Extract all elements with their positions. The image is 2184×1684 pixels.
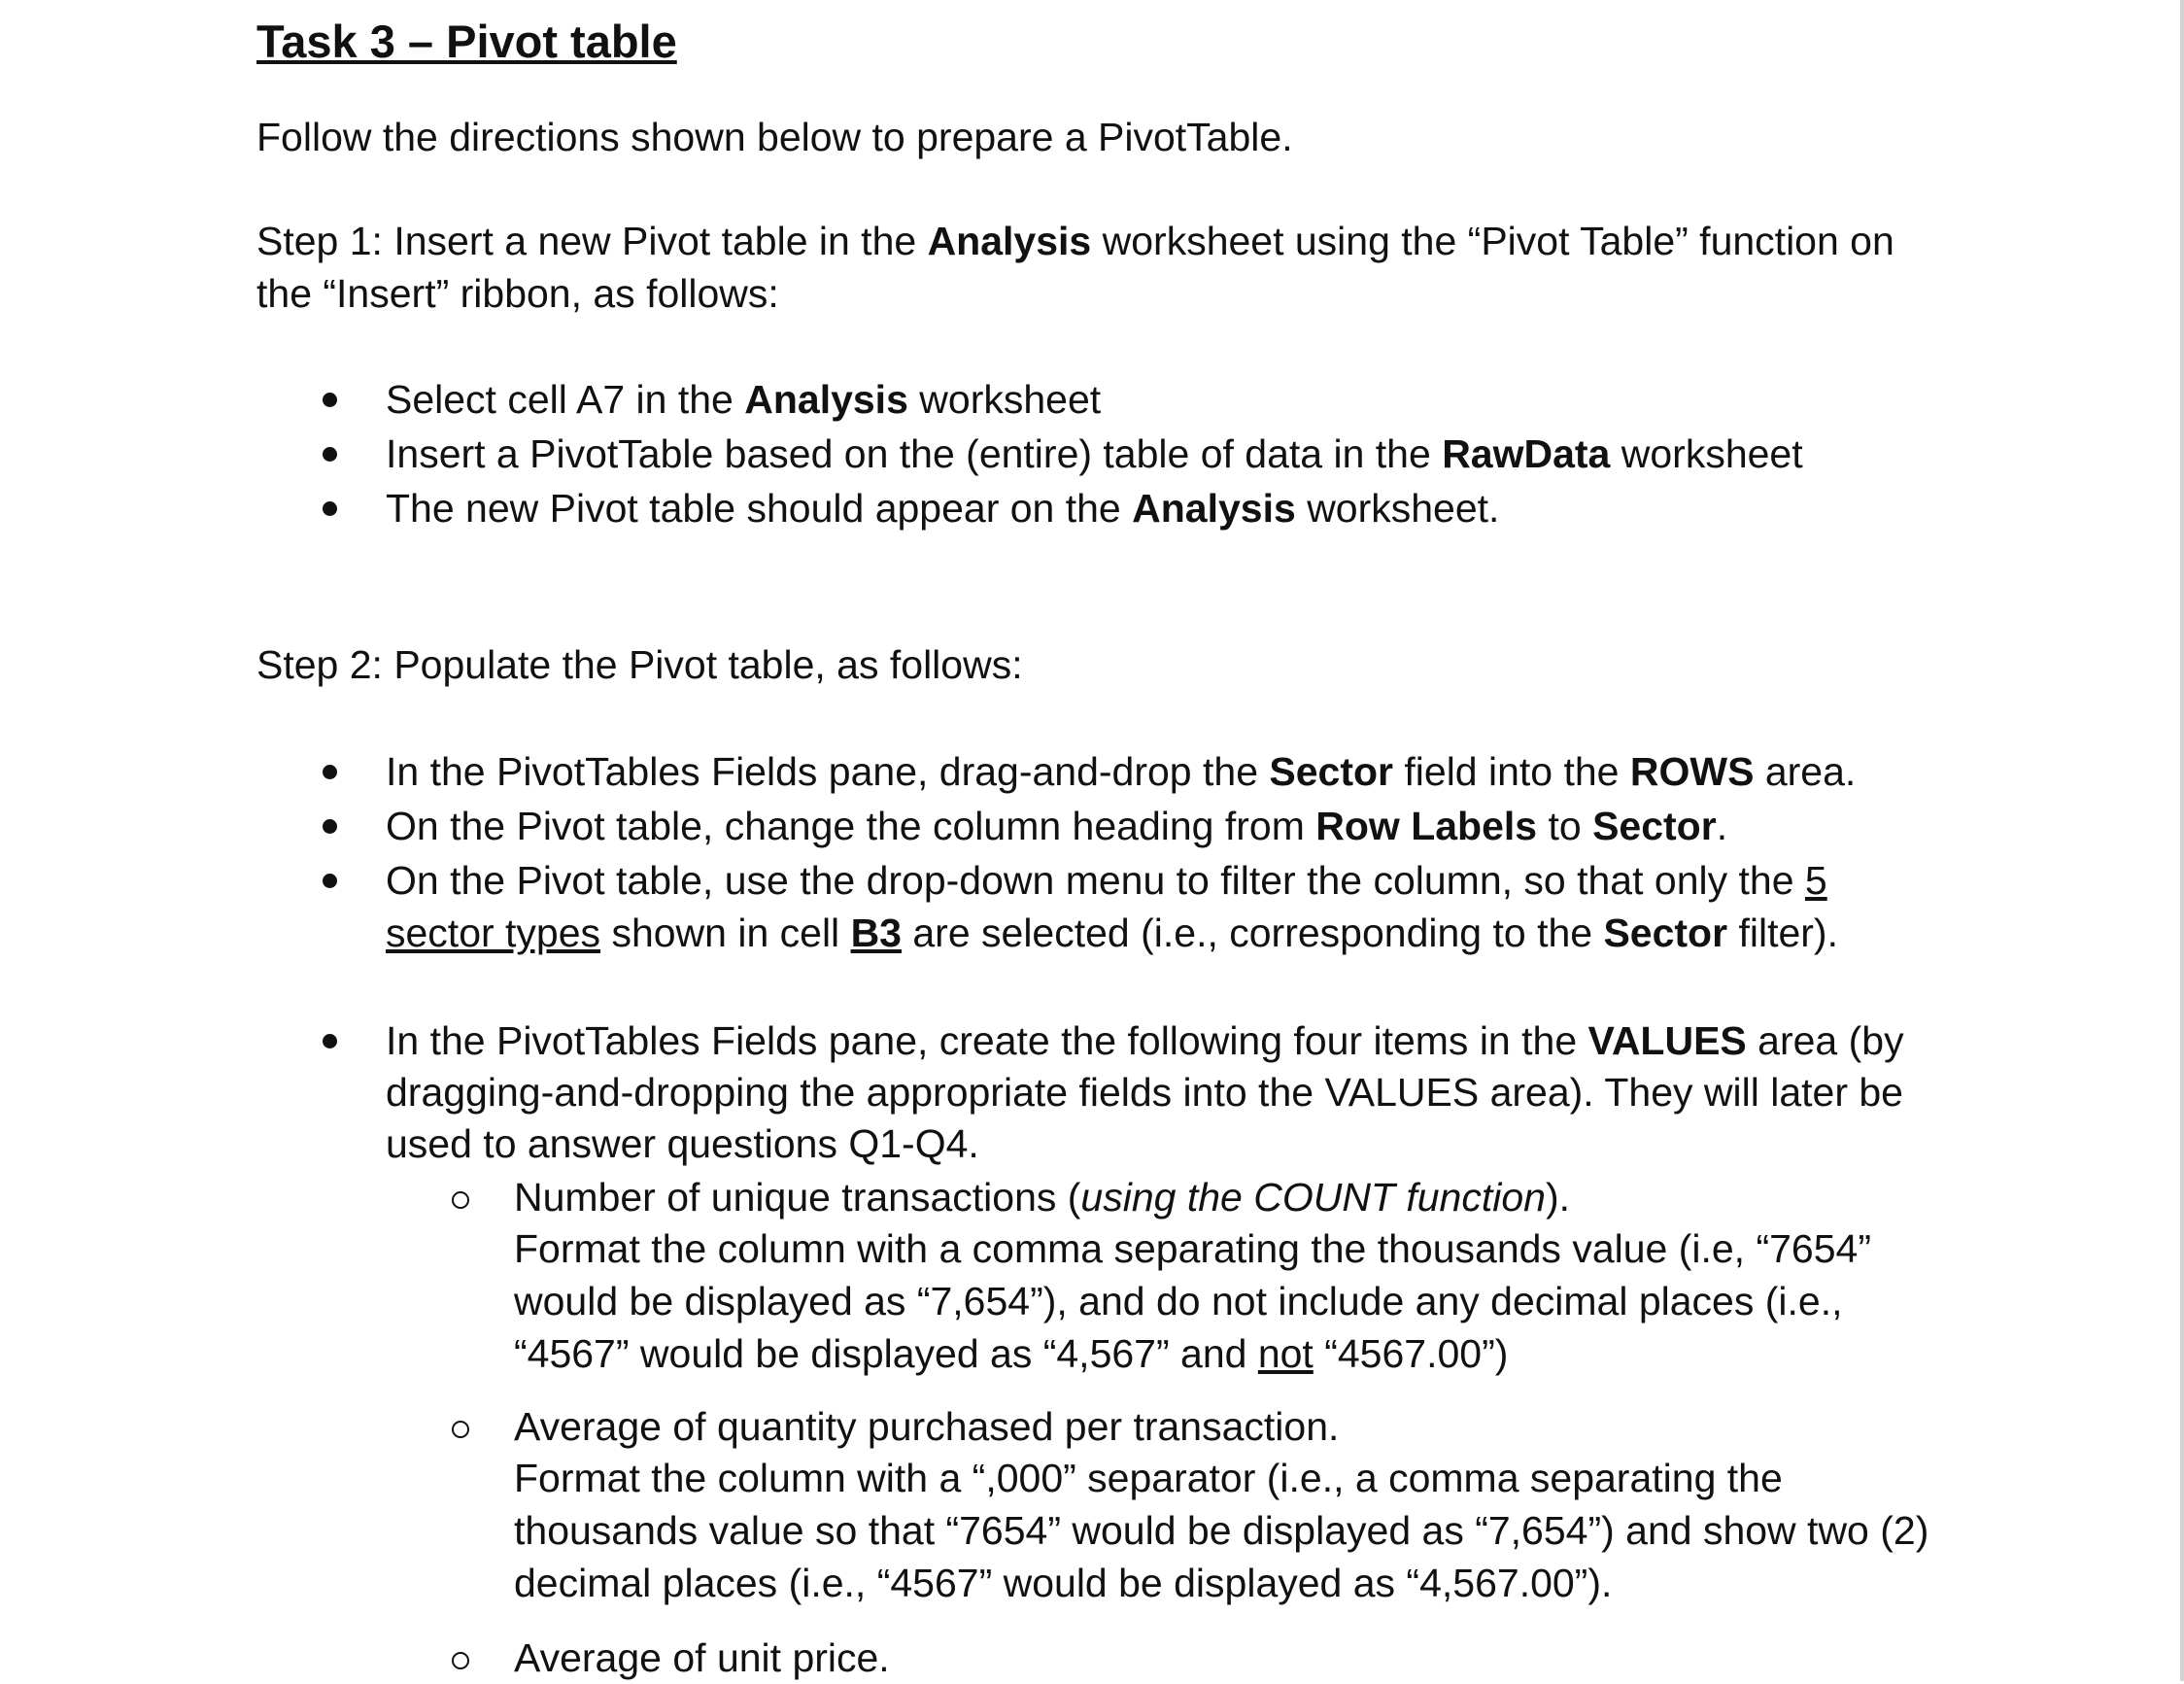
step2-bullet-1: In the PivotTables Fields pane, drag-and-drop the Sector field into the ROWS area. <box>386 749 1857 794</box>
sub1-line4: “4567” would be displayed as “4,567” and not “4567.00”) <box>514 1331 1509 1376</box>
sub2-line2: Format the column with a “,000” separator (i.e., a comma separating the <box>514 1456 1783 1500</box>
sub2-line4: decimal places (i.e., “4567” would be displayed as “4,567.00”). <box>514 1561 1613 1605</box>
page-title: Task 3 – Pivot table <box>256 16 677 67</box>
step1-line2: the “Insert” ribbon, as follows: <box>256 271 779 316</box>
bullet-icon <box>323 393 337 407</box>
step1-bullet-2: Insert a PivotTable based on the (entire) table of data in the RawData worksheet <box>386 431 1803 476</box>
circle-bullet-icon <box>452 1191 469 1209</box>
step1-line1: Step 1: Insert a new Pivot table in the Analysis worksheet using the “Pivot Table” function on <box>256 219 1894 263</box>
step2-bullet-4-line2: dragging-and-dropping the appropriate fields into the VALUES area). They will later be <box>386 1070 1903 1115</box>
step1-bullet-1: Select cell A7 in the Analysis worksheet <box>386 377 1102 422</box>
bullet-icon <box>323 1034 337 1048</box>
sub1-line1: Number of unique transactions (using the COUNT function). <box>514 1175 1571 1220</box>
step2-bullet-3-line1: On the Pivot table, use the drop-down menu to filter the column, so that only the 5 <box>386 858 1827 903</box>
bullet-icon <box>323 819 337 834</box>
circle-bullet-icon <box>452 1421 469 1438</box>
circle-bullet-icon <box>452 1652 469 1669</box>
sub2-line1: Average of quantity purchased per transaction. <box>514 1404 1340 1449</box>
step2-bullet-4-line3: used to answer questions Q1-Q4. <box>386 1121 979 1166</box>
step2-heading: Step 2: Populate the Pivot table, as follows: <box>256 642 1023 687</box>
step2-bullet-2: On the Pivot table, change the column heading from Row Labels to Sector. <box>386 804 1728 848</box>
sub1-line2: Format the column with a comma separating the thousands value (i.e, “7654” <box>514 1226 1871 1271</box>
bullet-icon <box>323 765 337 779</box>
intro-text: Follow the directions shown below to prepare a PivotTable. <box>256 115 1293 159</box>
bullet-icon <box>323 874 337 888</box>
bullet-icon <box>323 501 337 516</box>
page-edge <box>2180 0 2184 1681</box>
step1-bullet-3: The new Pivot table should appear on the Analysis worksheet. <box>386 486 1500 531</box>
step2-bullet-3-line2: sector types shown in cell B3 are selected (i.e., corresponding to the Sector filter). <box>386 911 1838 955</box>
sub2-line3: thousands value so that “7654” would be displayed as “7,654”) and show two (2) <box>514 1508 1929 1553</box>
sub1-line3: would be displayed as “7,654”), and do not include any decimal places (i.e., <box>514 1279 1843 1323</box>
step2-bullet-4-line1: In the PivotTables Fields pane, create the following four items in the VALUES area (by <box>386 1018 1904 1063</box>
bullet-icon <box>323 447 337 462</box>
sub3-line1: Average of unit price. <box>514 1635 890 1680</box>
